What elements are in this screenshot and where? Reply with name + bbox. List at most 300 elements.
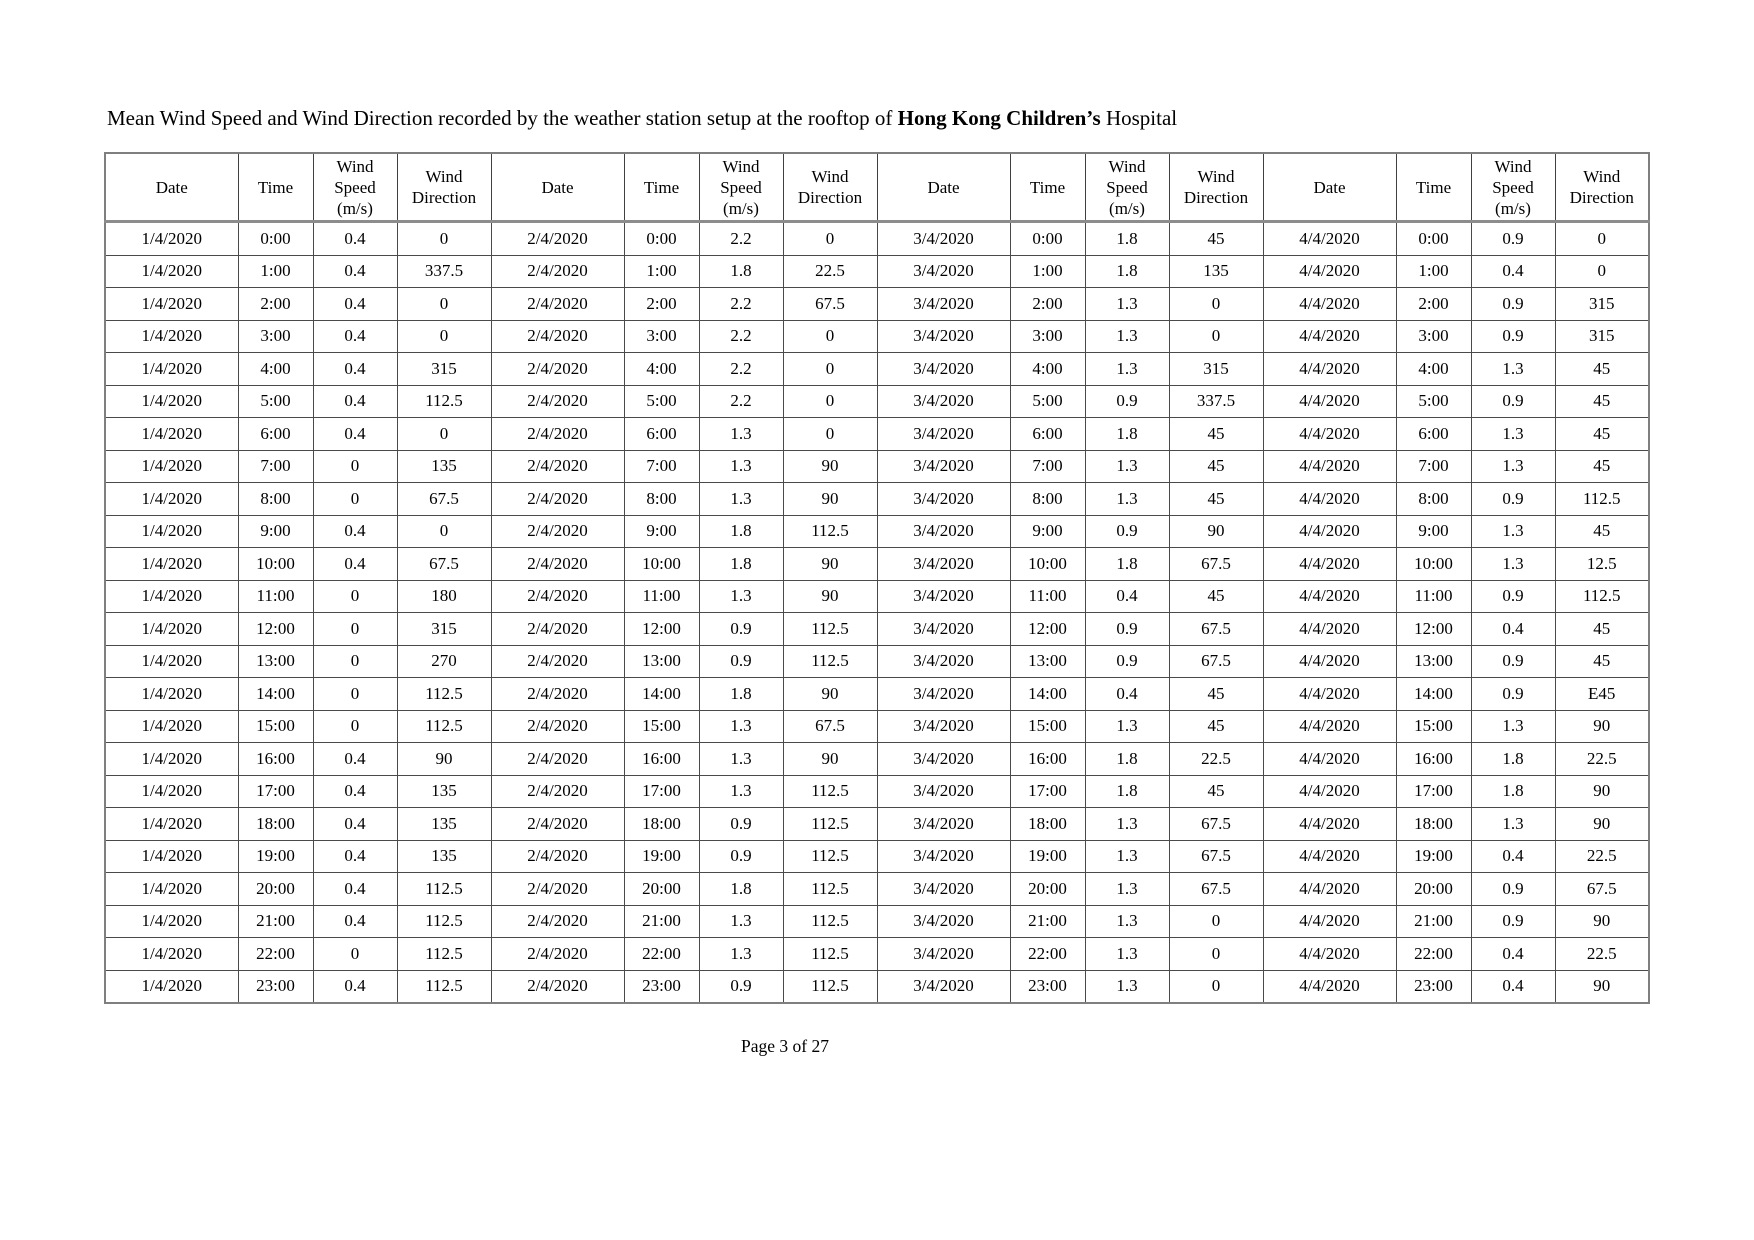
cell-wind-speed: 0: [313, 450, 397, 483]
cell-wind-direction: 112.5: [783, 970, 877, 1003]
cell-wind-speed: 1.8: [1471, 743, 1555, 776]
header-row: [105, 153, 1649, 222]
cell-date: 1/4/2020: [105, 645, 238, 678]
cell-date: 3/4/2020: [877, 808, 1010, 841]
cell-date: 3/4/2020: [877, 938, 1010, 971]
table-row: [105, 645, 1649, 678]
cell-wind-direction: 0: [397, 320, 491, 353]
cell-wind-direction: 90: [1555, 775, 1649, 808]
cell-date: 3/4/2020: [877, 288, 1010, 321]
cell-date: 1/4/2020: [105, 970, 238, 1003]
cell-date: 1/4/2020: [105, 385, 238, 418]
header-wind-direction: Wind Direction: [1169, 153, 1263, 222]
table-row: [105, 743, 1649, 776]
cell-date: 4/4/2020: [1263, 320, 1396, 353]
cell-date: 4/4/2020: [1263, 288, 1396, 321]
cell-time: 3:00: [1010, 320, 1085, 353]
cell-wind-direction: 112.5: [397, 710, 491, 743]
cell-time: 14:00: [1396, 678, 1471, 711]
cell-wind-direction: 67.5: [783, 288, 877, 321]
cell-date: 2/4/2020: [491, 645, 624, 678]
cell-wind-direction: E45: [1555, 678, 1649, 711]
cell-date: 4/4/2020: [1263, 710, 1396, 743]
cell-wind-direction: 45: [1169, 418, 1263, 451]
cell-wind-direction: 0: [397, 222, 491, 256]
cell-time: 7:00: [1396, 450, 1471, 483]
cell-time: 20:00: [1396, 873, 1471, 906]
cell-time: 9:00: [624, 515, 699, 548]
cell-wind-direction: 45: [1169, 450, 1263, 483]
cell-wind-speed: 0.9: [1085, 385, 1169, 418]
cell-time: 12:00: [624, 613, 699, 646]
header-wind-speed: Wind Speed (m/s): [1471, 153, 1555, 222]
cell-date: 2/4/2020: [491, 970, 624, 1003]
cell-wind-direction: 337.5: [1169, 385, 1263, 418]
cell-date: 4/4/2020: [1263, 483, 1396, 516]
cell-time: 21:00: [1010, 905, 1085, 938]
cell-time: 13:00: [1010, 645, 1085, 678]
cell-date: 2/4/2020: [491, 548, 624, 581]
cell-wind-speed: 1.3: [699, 580, 783, 613]
cell-date: 2/4/2020: [491, 873, 624, 906]
cell-date: 2/4/2020: [491, 255, 624, 288]
cell-wind-speed: 1.3: [1085, 288, 1169, 321]
cell-date: 1/4/2020: [105, 353, 238, 386]
table-row: [105, 288, 1649, 321]
cell-wind-direction: 45: [1169, 678, 1263, 711]
cell-date: 1/4/2020: [105, 840, 238, 873]
cell-wind-speed: 0: [313, 710, 397, 743]
cell-wind-direction: 315: [1169, 353, 1263, 386]
cell-date: 3/4/2020: [877, 255, 1010, 288]
cell-date: 2/4/2020: [491, 450, 624, 483]
cell-wind-speed: 1.3: [1085, 450, 1169, 483]
cell-wind-direction: 45: [1169, 580, 1263, 613]
cell-date: 1/4/2020: [105, 580, 238, 613]
cell-wind-direction: 45: [1555, 450, 1649, 483]
cell-wind-speed: 0.9: [1085, 515, 1169, 548]
cell-wind-direction: 45: [1555, 613, 1649, 646]
cell-date: 4/4/2020: [1263, 353, 1396, 386]
cell-wind-speed: 0.9: [699, 970, 783, 1003]
cell-time: 22:00: [1010, 938, 1085, 971]
table-row: [105, 678, 1649, 711]
cell-wind-direction: 112.5: [783, 613, 877, 646]
cell-time: 9:00: [1010, 515, 1085, 548]
cell-wind-direction: 90: [783, 743, 877, 776]
cell-wind-speed: 0.4: [1471, 840, 1555, 873]
cell-wind-direction: 67.5: [397, 548, 491, 581]
cell-date: 2/4/2020: [491, 320, 624, 353]
table-row: [105, 905, 1649, 938]
cell-wind-direction: 0: [1169, 320, 1263, 353]
cell-wind-speed: 1.3: [1471, 808, 1555, 841]
cell-wind-speed: 1.8: [699, 678, 783, 711]
header-time: Time: [238, 153, 313, 222]
cell-wind-speed: 0.9: [1471, 288, 1555, 321]
cell-date: 1/4/2020: [105, 905, 238, 938]
cell-time: 18:00: [238, 808, 313, 841]
cell-wind-direction: 22.5: [1169, 743, 1263, 776]
cell-wind-speed: 1.3: [699, 450, 783, 483]
cell-wind-speed: 1.3: [1085, 840, 1169, 873]
cell-wind-direction: 0: [1169, 905, 1263, 938]
cell-wind-direction: 90: [1555, 808, 1649, 841]
cell-time: 2:00: [624, 288, 699, 321]
cell-wind-speed: 2.2: [699, 222, 783, 256]
cell-date: 1/4/2020: [105, 255, 238, 288]
cell-wind-direction: 22.5: [1555, 938, 1649, 971]
cell-wind-speed: 1.8: [1085, 743, 1169, 776]
cell-wind-speed: 1.8: [699, 873, 783, 906]
cell-wind-speed: 0.4: [313, 320, 397, 353]
cell-wind-speed: 0.4: [313, 515, 397, 548]
cell-wind-direction: 90: [783, 450, 877, 483]
cell-time: 16:00: [624, 743, 699, 776]
cell-time: 2:00: [238, 288, 313, 321]
cell-wind-direction: 112.5: [783, 840, 877, 873]
wind-data-table: [104, 152, 1650, 1004]
cell-date: 3/4/2020: [877, 905, 1010, 938]
cell-wind-speed: 0: [313, 613, 397, 646]
cell-wind-speed: 1.8: [1085, 418, 1169, 451]
cell-wind-speed: 1.3: [699, 905, 783, 938]
cell-wind-speed: 1.3: [1471, 418, 1555, 451]
cell-wind-speed: 1.8: [1085, 548, 1169, 581]
cell-wind-speed: 1.3: [1085, 938, 1169, 971]
cell-wind-direction: 112.5: [397, 938, 491, 971]
cell-time: 4:00: [624, 353, 699, 386]
table-row: [105, 450, 1649, 483]
cell-wind-direction: 112.5: [783, 775, 877, 808]
table-row: [105, 775, 1649, 808]
cell-date: 4/4/2020: [1263, 938, 1396, 971]
cell-date: 1/4/2020: [105, 222, 238, 256]
header-wind-direction: Wind Direction: [783, 153, 877, 222]
cell-wind-direction: 315: [397, 613, 491, 646]
cell-wind-direction: 135: [1169, 255, 1263, 288]
cell-time: 20:00: [238, 873, 313, 906]
cell-wind-speed: 0.4: [313, 775, 397, 808]
cell-date: 1/4/2020: [105, 710, 238, 743]
cell-wind-direction: 45: [1169, 775, 1263, 808]
cell-wind-direction: 112.5: [1555, 483, 1649, 516]
cell-wind-direction: 112.5: [397, 905, 491, 938]
cell-time: 20:00: [624, 873, 699, 906]
cell-wind-direction: 112.5: [783, 905, 877, 938]
cell-wind-speed: 0.9: [699, 645, 783, 678]
cell-wind-speed: 1.8: [1085, 255, 1169, 288]
cell-wind-speed: 1.8: [1471, 775, 1555, 808]
cell-wind-direction: 112.5: [783, 515, 877, 548]
cell-wind-speed: 0: [313, 678, 397, 711]
cell-time: 20:00: [1010, 873, 1085, 906]
table-row: [105, 418, 1649, 451]
cell-time: 0:00: [1396, 222, 1471, 256]
cell-time: 8:00: [1396, 483, 1471, 516]
cell-time: 9:00: [1396, 515, 1471, 548]
cell-time: 7:00: [624, 450, 699, 483]
header-wind-direction: Wind Direction: [1555, 153, 1649, 222]
cell-wind-direction: 45: [1555, 353, 1649, 386]
cell-wind-speed: 0.9: [1085, 645, 1169, 678]
cell-wind-direction: 0: [783, 222, 877, 256]
cell-wind-direction: 45: [1555, 645, 1649, 678]
cell-time: 12:00: [238, 613, 313, 646]
header-time: Time: [1396, 153, 1471, 222]
cell-date: 1/4/2020: [105, 418, 238, 451]
cell-wind-speed: 0.4: [313, 222, 397, 256]
cell-time: 3:00: [1396, 320, 1471, 353]
cell-wind-speed: 0.4: [1085, 678, 1169, 711]
cell-time: 3:00: [624, 320, 699, 353]
cell-date: 1/4/2020: [105, 775, 238, 808]
cell-wind-speed: 1.3: [699, 743, 783, 776]
cell-time: 19:00: [1396, 840, 1471, 873]
table-row: [105, 840, 1649, 873]
cell-wind-direction: 0: [397, 288, 491, 321]
table-row: [105, 580, 1649, 613]
cell-wind-speed: 1.3: [1085, 320, 1169, 353]
cell-wind-direction: 90: [1555, 905, 1649, 938]
cell-date: 3/4/2020: [877, 483, 1010, 516]
cell-wind-speed: 1.3: [1085, 905, 1169, 938]
cell-wind-speed: 2.2: [699, 288, 783, 321]
table-row: [105, 255, 1649, 288]
cell-time: 5:00: [238, 385, 313, 418]
cell-date: 3/4/2020: [877, 548, 1010, 581]
cell-wind-direction: 90: [1169, 515, 1263, 548]
cell-wind-direction: 0: [783, 418, 877, 451]
cell-date: 3/4/2020: [877, 222, 1010, 256]
cell-time: 6:00: [624, 418, 699, 451]
cell-date: 3/4/2020: [877, 580, 1010, 613]
cell-wind-speed: 0.9: [699, 613, 783, 646]
cell-time: 1:00: [1010, 255, 1085, 288]
cell-wind-speed: 2.2: [699, 385, 783, 418]
cell-wind-speed: 1.3: [1085, 710, 1169, 743]
cell-date: 4/4/2020: [1263, 840, 1396, 873]
cell-wind-speed: 1.3: [699, 938, 783, 971]
cell-date: 4/4/2020: [1263, 548, 1396, 581]
cell-wind-direction: 0: [397, 418, 491, 451]
cell-time: 1:00: [1396, 255, 1471, 288]
cell-wind-speed: 1.3: [1085, 970, 1169, 1003]
cell-wind-direction: 0: [1555, 222, 1649, 256]
cell-time: 15:00: [238, 710, 313, 743]
cell-wind-speed: 1.3: [1471, 548, 1555, 581]
cell-time: 0:00: [624, 222, 699, 256]
cell-date: 3/4/2020: [877, 775, 1010, 808]
cell-time: 17:00: [238, 775, 313, 808]
cell-wind-speed: 0.4: [1471, 970, 1555, 1003]
cell-wind-direction: 112.5: [783, 645, 877, 678]
cell-date: 2/4/2020: [491, 385, 624, 418]
cell-wind-speed: 0.9: [699, 808, 783, 841]
cell-time: 5:00: [1396, 385, 1471, 418]
cell-wind-direction: 90: [1555, 710, 1649, 743]
cell-time: 21:00: [1396, 905, 1471, 938]
cell-date: 1/4/2020: [105, 808, 238, 841]
cell-wind-direction: 112.5: [397, 385, 491, 418]
cell-wind-direction: 67.5: [1169, 548, 1263, 581]
cell-time: 11:00: [1010, 580, 1085, 613]
cell-date: 2/4/2020: [491, 775, 624, 808]
cell-date: 1/4/2020: [105, 450, 238, 483]
cell-wind-speed: 0: [313, 938, 397, 971]
cell-time: 9:00: [238, 515, 313, 548]
cell-date: 4/4/2020: [1263, 645, 1396, 678]
cell-wind-direction: 135: [397, 840, 491, 873]
cell-time: 7:00: [1010, 450, 1085, 483]
cell-time: 19:00: [624, 840, 699, 873]
cell-time: 16:00: [238, 743, 313, 776]
cell-time: 10:00: [238, 548, 313, 581]
cell-wind-speed: 0.4: [313, 905, 397, 938]
cell-wind-speed: 0.4: [1085, 580, 1169, 613]
cell-time: 15:00: [624, 710, 699, 743]
cell-wind-speed: 0.9: [1471, 645, 1555, 678]
cell-wind-speed: 1.3: [699, 483, 783, 516]
header-wind-direction: Wind Direction: [397, 153, 491, 222]
cell-wind-direction: 67.5: [1169, 840, 1263, 873]
cell-time: 13:00: [238, 645, 313, 678]
cell-date: 3/4/2020: [877, 678, 1010, 711]
cell-wind-speed: 0.9: [1471, 873, 1555, 906]
cell-date: 2/4/2020: [491, 483, 624, 516]
cell-date: 4/4/2020: [1263, 613, 1396, 646]
cell-wind-direction: 112.5: [397, 873, 491, 906]
cell-time: 10:00: [1010, 548, 1085, 581]
cell-wind-speed: 0: [313, 580, 397, 613]
cell-time: 1:00: [624, 255, 699, 288]
cell-date: 2/4/2020: [491, 840, 624, 873]
cell-date: 3/4/2020: [877, 613, 1010, 646]
cell-date: 2/4/2020: [491, 515, 624, 548]
cell-wind-direction: 45: [1169, 222, 1263, 256]
table-row: [105, 320, 1649, 353]
cell-date: 1/4/2020: [105, 873, 238, 906]
cell-time: 11:00: [1396, 580, 1471, 613]
cell-time: 13:00: [1396, 645, 1471, 678]
header-date: Date: [1263, 153, 1396, 222]
cell-wind-speed: 0.4: [1471, 938, 1555, 971]
cell-date: 2/4/2020: [491, 938, 624, 971]
cell-wind-speed: 0.4: [313, 418, 397, 451]
cell-wind-direction: 90: [1555, 970, 1649, 1003]
cell-date: 1/4/2020: [105, 678, 238, 711]
cell-wind-speed: 0.9: [1471, 385, 1555, 418]
cell-date: 3/4/2020: [877, 320, 1010, 353]
cell-time: 22:00: [238, 938, 313, 971]
header-time: Time: [624, 153, 699, 222]
cell-wind-direction: 337.5: [397, 255, 491, 288]
cell-time: 17:00: [1010, 775, 1085, 808]
cell-wind-direction: 90: [783, 548, 877, 581]
cell-time: 8:00: [624, 483, 699, 516]
cell-wind-direction: 22.5: [1555, 743, 1649, 776]
cell-wind-speed: 0.4: [1471, 613, 1555, 646]
header-date: Date: [877, 153, 1010, 222]
cell-time: 8:00: [238, 483, 313, 516]
cell-wind-speed: 0.4: [1471, 255, 1555, 288]
cell-wind-direction: 0: [1169, 970, 1263, 1003]
table-row: [105, 873, 1649, 906]
cell-wind-direction: 45: [1555, 385, 1649, 418]
cell-date: 2/4/2020: [491, 222, 624, 256]
cell-date: 3/4/2020: [877, 743, 1010, 776]
cell-date: 3/4/2020: [877, 450, 1010, 483]
cell-date: 3/4/2020: [877, 385, 1010, 418]
cell-wind-speed: 0.9: [1085, 613, 1169, 646]
cell-wind-direction: 67.5: [1169, 645, 1263, 678]
table-row: [105, 353, 1649, 386]
cell-wind-direction: 112.5: [1555, 580, 1649, 613]
cell-time: 22:00: [1396, 938, 1471, 971]
cell-wind-speed: 2.2: [699, 353, 783, 386]
header-date: Date: [105, 153, 238, 222]
table-row: [105, 808, 1649, 841]
cell-date: 4/4/2020: [1263, 678, 1396, 711]
cell-wind-direction: 45: [1555, 515, 1649, 548]
cell-wind-speed: 0: [313, 483, 397, 516]
cell-date: 4/4/2020: [1263, 385, 1396, 418]
cell-time: 21:00: [238, 905, 313, 938]
cell-wind-speed: 1.8: [699, 255, 783, 288]
cell-wind-speed: 0.9: [1471, 678, 1555, 711]
cell-time: 11:00: [238, 580, 313, 613]
cell-wind-speed: 2.2: [699, 320, 783, 353]
cell-date: 2/4/2020: [491, 613, 624, 646]
cell-wind-speed: 1.8: [699, 515, 783, 548]
cell-date: 1/4/2020: [105, 548, 238, 581]
cell-wind-direction: 180: [397, 580, 491, 613]
header-wind-speed: Wind Speed (m/s): [313, 153, 397, 222]
header-date: Date: [491, 153, 624, 222]
cell-time: 6:00: [1010, 418, 1085, 451]
cell-wind-direction: 0: [783, 385, 877, 418]
cell-date: 2/4/2020: [491, 743, 624, 776]
cell-wind-speed: 1.3: [1471, 353, 1555, 386]
cell-date: 3/4/2020: [877, 710, 1010, 743]
header-time: Time: [1010, 153, 1085, 222]
cell-wind-direction: 112.5: [783, 873, 877, 906]
cell-wind-speed: 0.4: [313, 873, 397, 906]
cell-date: 3/4/2020: [877, 515, 1010, 548]
table-row: [105, 515, 1649, 548]
cell-wind-direction: 135: [397, 775, 491, 808]
header-wind-speed: Wind Speed (m/s): [699, 153, 783, 222]
cell-wind-direction: 90: [783, 678, 877, 711]
cell-wind-direction: 112.5: [397, 678, 491, 711]
cell-date: 3/4/2020: [877, 645, 1010, 678]
cell-wind-direction: 135: [397, 450, 491, 483]
title-bold-text: Hong Kong Children’s: [897, 106, 1101, 130]
cell-wind-speed: 0.9: [1471, 222, 1555, 256]
cell-wind-direction: 45: [1169, 483, 1263, 516]
cell-date: 2/4/2020: [491, 808, 624, 841]
cell-time: 17:00: [1396, 775, 1471, 808]
cell-date: 1/4/2020: [105, 515, 238, 548]
cell-date: 2/4/2020: [491, 288, 624, 321]
cell-time: 4:00: [238, 353, 313, 386]
cell-wind-speed: 1.8: [1085, 775, 1169, 808]
cell-date: 2/4/2020: [491, 353, 624, 386]
cell-time: 14:00: [624, 678, 699, 711]
cell-time: 0:00: [238, 222, 313, 256]
cell-time: 23:00: [1396, 970, 1471, 1003]
cell-time: 16:00: [1396, 743, 1471, 776]
